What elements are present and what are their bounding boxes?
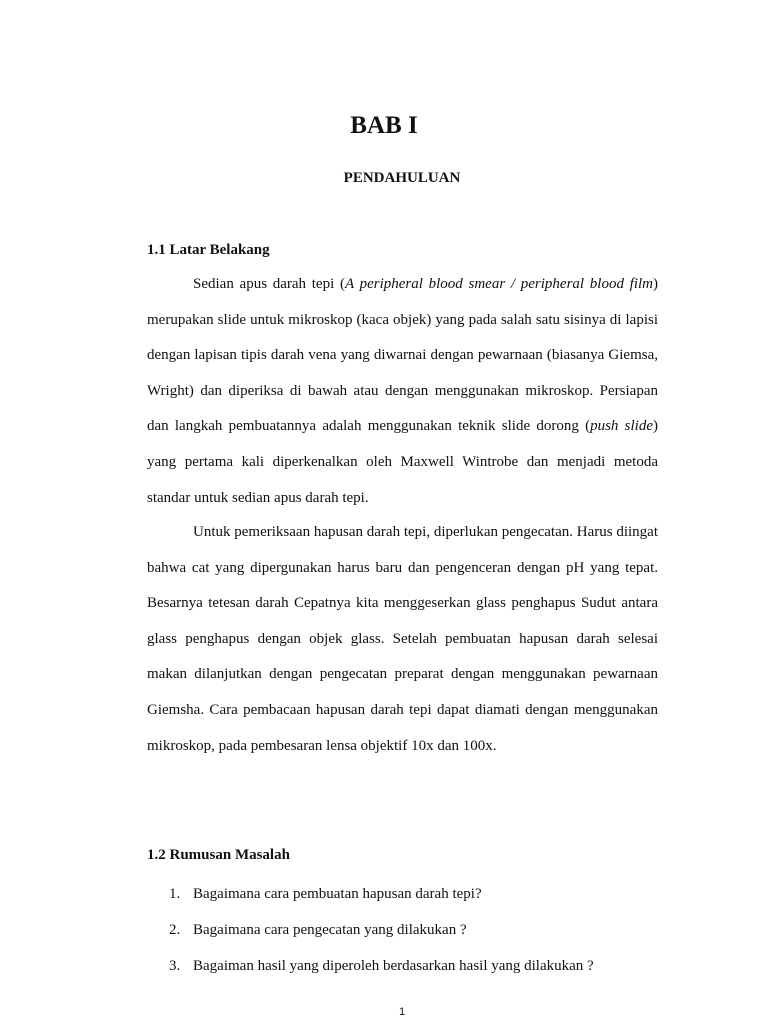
list-item — [147, 912, 594, 948]
section-heading-rumusan-masalah: 1.2 Rumusan Masalah — [147, 847, 290, 863]
rumusan-masalah-list — [147, 876, 594, 984]
list-item-text: Bagaimana cara pembuatan hapusan darah tepi? — [193, 886, 482, 902]
paragraph-italic-term: A peripheral blood smear / peripheral blood film — [344, 276, 653, 292]
page-number: 1 — [398, 1006, 406, 1018]
list-item — [147, 876, 594, 912]
paragraph-italic-term: push slide — [590, 418, 653, 435]
section-heading-latar-belakang: 1.1 Latar Belakang — [147, 242, 270, 258]
paragraph-latar-belakang-2: Untuk pemeriksaan hapusan darah tepi, diperlukan pengecatan. Harus diingat bahwa cat yang dipergunakan harus baru dan pengenceran dengan pH yang tepat. Besarnya tetesan darah Cepatnya kita menggeserkan glass penghapus Sudut antara glass penghapus dengan objek glass. Setelah pembuatan hapusan darah selesai makan dilanjutkan dengan pengecatan preparat dengan menggunakan pewarnaan Giemsha. Cara pembacaan hapusan darah tepi dapat diamati dengan menggunakan mikroskop, pada pembesaran lensa objektif 10x dan 100x. — [147, 524, 658, 754]
paragraph-text: Sedian apus darah tepi ( — [193, 276, 345, 292]
list-item-number: 1. — [169, 886, 181, 902]
paragraph-text: ) yang pertama kali diperkenalkan oleh Maxwell Wintrobe dan menjadi metoda standar untuk sedian apus darah tepi. — [147, 418, 658, 506]
list-item-text: Bagaimana cara pengecatan yang dilakukan ? — [193, 922, 467, 938]
list-item — [147, 948, 594, 984]
paragraph-text: ) merupakan slide untuk mikroskop (kaca objek) yang pada salah satu sisinya di lapisi dengan lapisan tipis darah vena yang diwarnai dengan pewarnaan (biasanya Giemsa, Wright) dan diperiksa di bawah atau dengan menggunakan mikroskop. Persiapan dan langkah pembuatannya adalah menggunakan teknik slide dorong ( — [147, 276, 658, 435]
chapter-title: PENDAHULUAN — [343, 170, 461, 186]
paragraph-latar-belakang-1 — [147, 267, 658, 516]
list-item-text: Bagaiman hasil yang diperoleh berdasarkan hasil yang dilakukan ? — [193, 958, 594, 974]
chapter-label: BAB I — [350, 112, 418, 139]
list-item-number: 2. — [169, 922, 181, 938]
list-item-number: 3. — [169, 958, 181, 974]
